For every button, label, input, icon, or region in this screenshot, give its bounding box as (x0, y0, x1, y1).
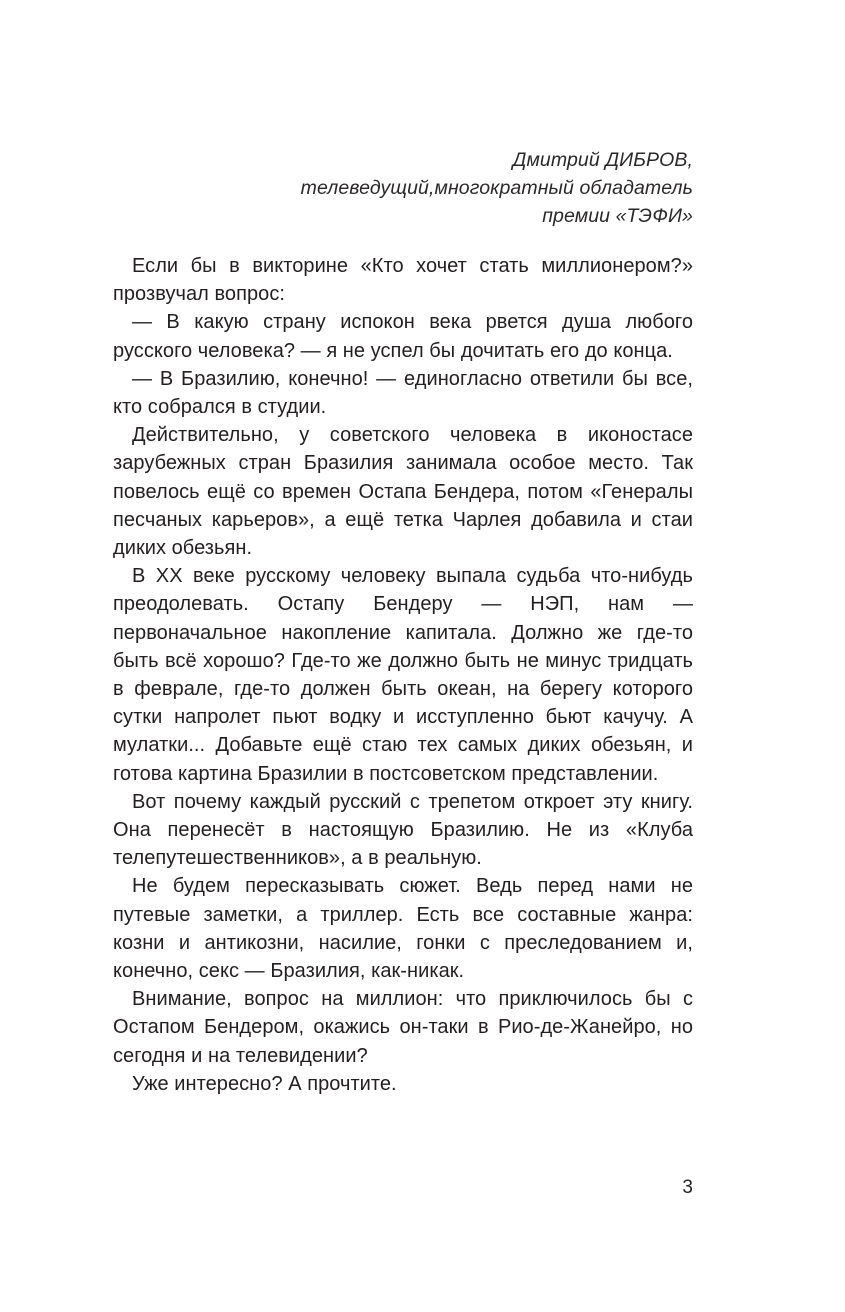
page-number: 3 (682, 1177, 693, 1198)
body-text-block (113, 252, 693, 1098)
body-paragraph: Уже интересно? А прочтите. (132, 1072, 397, 1095)
body-paragraph: Не будем пересказывать сюжет. Ведь перед нами не путевые заметки, а триллер. Есть все составные жанра: козни и антикозни, насилие, гонки с преследованием и, конечно, секс — Бразилия, как-никак. (113, 875, 693, 983)
attribution-name: Дмитрий ДИБРОВ, (512, 149, 693, 171)
body-paragraph: Вот почему каждый русский с трепетом откроет эту книгу. Она перенесёт в настоящую Бразилию. Не из «Клуба телепутешественников», а в реальную. (113, 790, 693, 870)
body-paragraph: Действительно, у советского человека в иконостасе зарубежных стран Бразилия занимала особое место. Так повелось ещё со времен Остапа Бендера, потом «Генералы песчаных карьеров», а ещё тетка Чарлея добавила и стаи диких обезьян. (113, 424, 693, 560)
epigraph-attribution (113, 146, 693, 230)
body-paragraph: Внимание, вопрос на миллион: что приключилось бы с Остапом Бендером, окажись он-таки в Рио-де-Жанейро, но сегодня и на телевидении? (113, 988, 693, 1067)
body-paragraph: Если бы в викторине «Кто хочет стать миллионером?» прозвучал вопрос: (113, 255, 693, 306)
attribution-award: премии «ТЭФИ» (542, 205, 693, 227)
attribution-role: телеведущий,многократный обладатель (300, 177, 693, 199)
body-paragraph: В XX веке русскому человеку выпала судьба что-нибудь преодолевать. Остапу Бендеру — НЭП, нам — первоначальное накопление капитала. Должно же где-то быть всё хорошо? Где-то же должно быть не минус тридцать в феврале, где-то должен быть океан, на берегу которого сутки напролет пьют водку и исступленно бьют качучу. А мулатки... Добавьте ещё стаю тех самых диких обезьян, и готова картина Бразилии в постсоветском представлении. (113, 565, 693, 785)
body-paragraph: — В Бразилию, конечно! — единогласно ответили бы все, кто собрался в студии. (113, 367, 693, 419)
body-paragraph: — В какую страну испокон века рвется душа любого русского человека? — я не успел бы дочитать его до конца. (113, 311, 693, 362)
